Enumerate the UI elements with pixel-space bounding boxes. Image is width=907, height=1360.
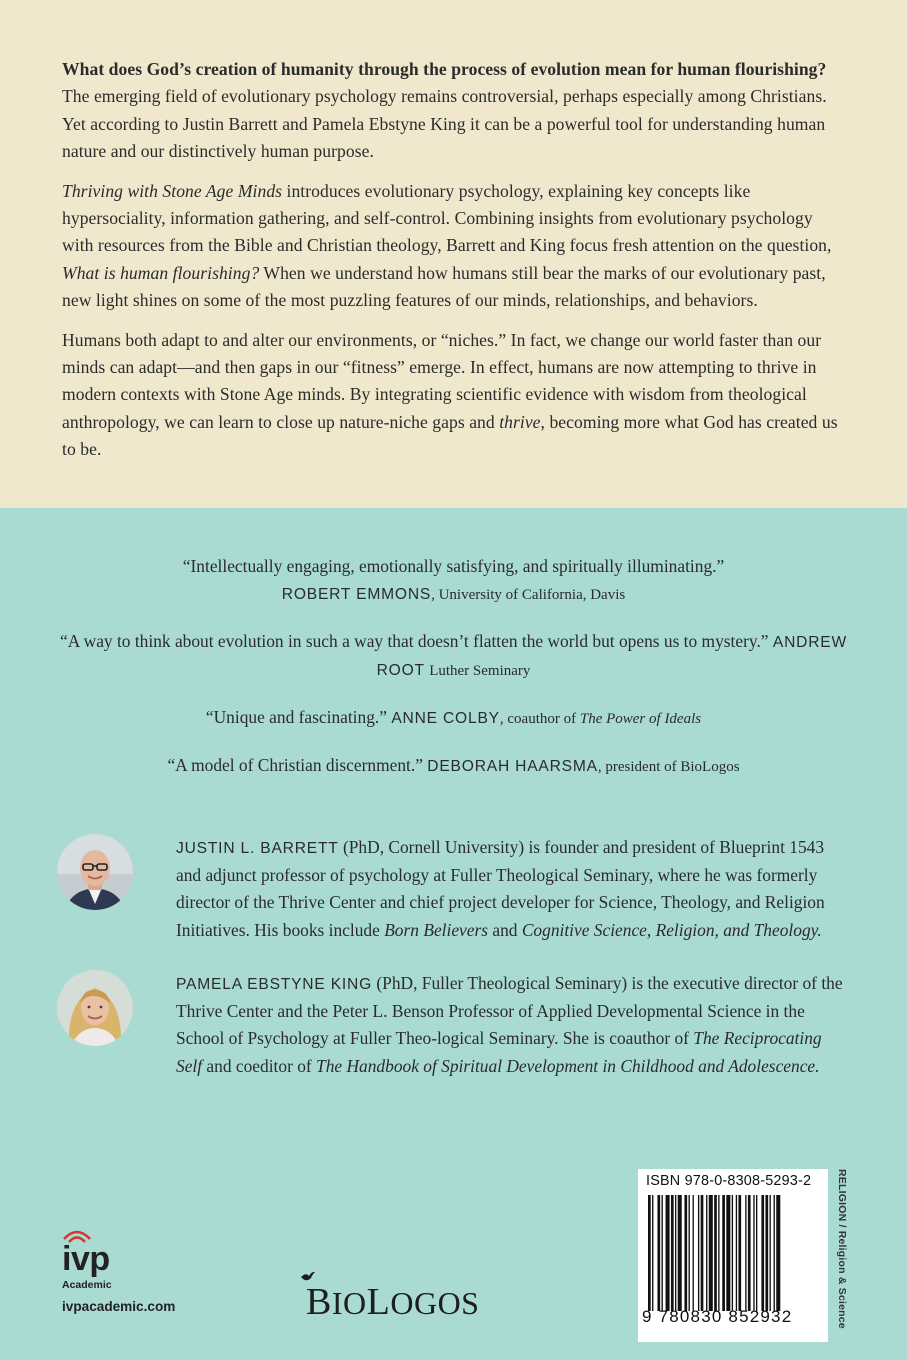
endorser-affiliation: , University of California, Davis (431, 587, 626, 603)
endorser-book-title: The Power of Ideals (579, 711, 702, 727)
author-photo-barrett (57, 834, 133, 910)
description-text: When we understand how humans still bear the marks of our evolutionary past, new light shines on some of the most puzzling features of our minds, relationships, and behaviors. (62, 262, 826, 311)
endorsement-quote: “Intellectually engaging, emotionally satisfying, and spiritually illuminating.” (182, 556, 725, 576)
endorsement (40, 752, 867, 781)
endorsement-quote: “A model of Christian discernment.” (167, 755, 423, 775)
ivp-wordmark: ivp (62, 1240, 110, 1278)
description-text: introduces evolutionary psychology, explaining key concepts like hypersociality, information gathering, and self-control. Combining insights from evolutionary psychology with resources from the Bible and Christian theology, Barrett and King focus fresh attention on the question, (62, 180, 832, 256)
barcode-bars (644, 1195, 822, 1311)
barcode-bar (753, 1195, 754, 1311)
lead-question: What does God’s creation of humanity through the process of evolution mean for human flourishing? (62, 59, 827, 79)
bio-text: and coeditor of (202, 1055, 317, 1076)
barcode-bar (726, 1195, 730, 1311)
endorser-name: ROBERT EMMONS (281, 586, 432, 603)
endorsement (40, 628, 867, 685)
barcode-bar (689, 1195, 690, 1311)
barcode-bar (698, 1195, 699, 1311)
author-name: PAMELA EBSTYNE KING (176, 976, 373, 993)
description-paragraph-1 (62, 56, 846, 166)
barcode-bar (722, 1195, 725, 1311)
author-photo-king (57, 970, 133, 1046)
author-bio (176, 834, 848, 944)
bio-text: (PhD, Cornell University) is founder and president of Blueprint 1543 and adjunct professor of psychology at Fuller Theological Seminary, where he was formerly director of the Thrive Center and chief project developer for Science, Theology, and Religion Initiatives. His books include (176, 837, 825, 940)
barcode-bar (714, 1195, 717, 1311)
author-name: JUSTIN L. BARRETT (176, 840, 339, 857)
barcode-bar (732, 1195, 733, 1311)
description-paragraph-3 (62, 327, 846, 464)
author-book-title: The Handbook of Spiritual Development in Childhood and Adolescence. (316, 1055, 820, 1076)
barcode-bar (666, 1195, 670, 1311)
barcode-bar (693, 1195, 694, 1311)
barcode-bar (678, 1195, 682, 1311)
endorsement-quote: “Unique and fascinating.” (205, 707, 387, 727)
barcode-bar (748, 1195, 751, 1311)
description-text: , becoming more what God has created us to be. (62, 411, 838, 460)
barcode-bar (675, 1195, 676, 1311)
author-book-title: The Reciprocating Self (176, 1028, 822, 1076)
barcode-bar (738, 1195, 741, 1311)
endorser-name: ANDREW ROOT (376, 634, 847, 679)
endorser-affiliation: Luther Seminary (429, 663, 531, 679)
book-title: Thriving with Stone Age Minds (62, 180, 283, 201)
barcode-bar (662, 1195, 663, 1311)
barcode-bar (709, 1195, 713, 1311)
publisher-url: ivpacademic.com (62, 1299, 176, 1314)
author-book-title: Cognitive Science, Religion, and Theology. (521, 919, 822, 940)
logo-letters: IO (331, 1285, 367, 1321)
barcode-bar (671, 1195, 674, 1311)
isbn-label: ISBN 978-0-8308-5293-2 (646, 1173, 812, 1189)
author-book-title: Born Believers (384, 919, 489, 940)
barcode-bar (776, 1195, 780, 1311)
isbn-barcode (638, 1169, 828, 1342)
logo-letter: L (366, 1281, 391, 1323)
bio-text: and (488, 919, 522, 940)
barcode-bar (657, 1195, 660, 1311)
barcode-digits: 9 780830 852932 (642, 1307, 793, 1326)
barcode-bar (701, 1195, 704, 1311)
description-text: The emerging field of evolutionary psychology remains controversial, perhaps especially among Christians. Yet according to Justin Barrett and Pamela Ebstyne King it can be a powerful tool for understanding human nature and our distinctively human purpose. (62, 86, 827, 162)
endorsements (40, 553, 867, 800)
logo-letters: OGOS (390, 1285, 480, 1321)
endorser-affiliation: , president of BioLogos (597, 759, 740, 775)
description-paragraph-2 (62, 178, 846, 315)
barcode-bar (765, 1195, 768, 1311)
barcode-bar (774, 1195, 775, 1311)
ivp-subtitle: Academic (62, 1279, 112, 1291)
endorsement (40, 704, 867, 733)
barcode-bar (770, 1195, 771, 1311)
logo-letter: B (306, 1281, 332, 1323)
barcode-bar (761, 1195, 764, 1311)
endorser-name: ANNE COLBY (391, 710, 500, 727)
endorser-affiliation: , coauthor of (499, 711, 580, 727)
barcode-bar (756, 1195, 757, 1311)
endorsement (40, 553, 867, 609)
endorsement-quote: “A way to think about evolution in such a way that doesn’t flatten the world but opens us to mystery.” (59, 631, 769, 651)
barcode-bar (648, 1195, 651, 1311)
emphasis: thrive (499, 411, 541, 432)
biologos-logo (306, 1280, 479, 1324)
endorser-name: DEBORAH HAARSMA (427, 758, 598, 775)
key-question: What is human flourishing? (62, 262, 260, 283)
bio-text: (PhD, Fuller Theological Seminary) is the executive director of the Thrive Center and the Peter L. Benson Professor of Applied Developmental Science in the School of Psychology at Fuller Theo-logical Seminary. She is coauthor of (176, 973, 843, 1049)
book-description (62, 56, 846, 476)
description-text: Humans both adapt to and alter our environments, or “niches.” In fact, we change our world faster than our minds can adapt—and then gaps in our “fitness” emerge. In effect, humans are now attempting to thrive in modern contexts with Stone Age minds. By integrating scientific evidence with wisdom from theological anthropology, we can learn to close up nature-niche gaps and (62, 329, 822, 432)
barcode-bar (684, 1195, 687, 1311)
barcode-bar (706, 1195, 707, 1311)
author-bio (176, 970, 848, 1080)
barcode-bar (652, 1195, 653, 1311)
barcode-bar (745, 1195, 746, 1311)
category-label: RELIGION / Religion & Science (836, 1169, 848, 1329)
barcode-bar (718, 1195, 719, 1311)
barcode-bar (736, 1195, 737, 1311)
